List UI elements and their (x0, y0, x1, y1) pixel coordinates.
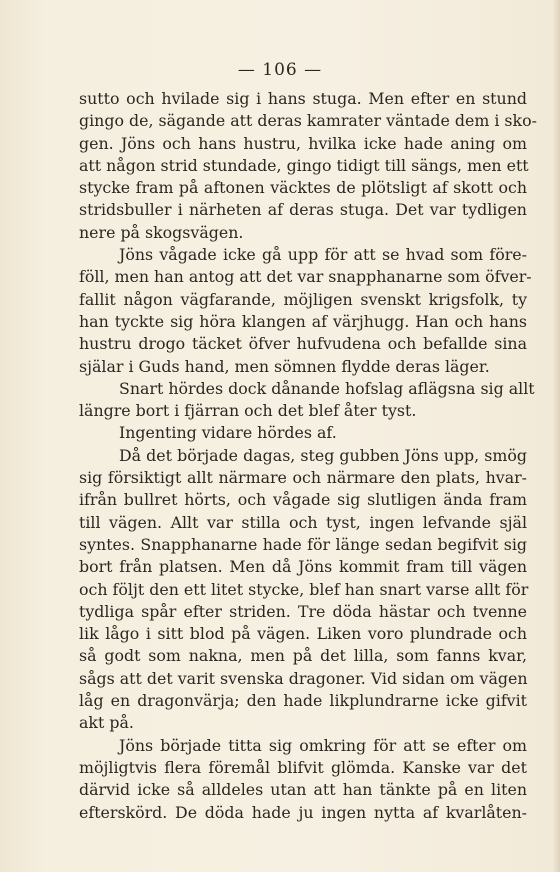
text-line: möjligtvis flera föremål blifvit glömda. Kanske var det (79, 757, 527, 777)
text-line: sutto och hvilade sig i hans stuga. Men efter en stund (79, 89, 527, 108)
text-line: Ingenting vidare hördes af. (119, 423, 337, 443)
text-line: gingo de, sägande att deras kamrater väntade dem i sko- (79, 111, 537, 131)
text-line: nere på skogsvägen. (79, 222, 244, 242)
text-line: Jöns började titta sig omkring för att se efter om (119, 735, 527, 755)
text-line: längre bort i fjärran och det blef åter tyst. (79, 401, 417, 421)
text-line: därvid icke så alldeles utan att han tänkte på en liten (79, 780, 527, 800)
text-line: syntes. Snapphanarne hade för länge sedan begifvit sig (79, 534, 527, 554)
text-line: ifrån bullret hörts, och vågade sig slutligen ända fram (79, 490, 527, 510)
text-line: själar i Guds hand, men sömnen flydde deras läger. (79, 356, 490, 376)
text-line: låg en dragonvärja; den hade likplundrarne icke gifvit (79, 691, 527, 711)
text-line: han tyckte sig höra klangen af värjhugg. Han och hans (79, 311, 527, 331)
text-line: Då det började dagas, steg gubben Jöns upp, smög (119, 445, 527, 465)
text-line: och följt den ett litet stycke, blef han snart varse allt för (79, 579, 529, 599)
text-line: efterskörd. De döda hade ju ingen nytta af kvarlåten- (79, 802, 527, 822)
text-line: lik lågo i sitt blod på vägen. Liken voro plundrade och (79, 624, 527, 644)
body-text (79, 88, 537, 824)
page-edge-shadow (552, 0, 560, 872)
text-line: till vägen. Allt var stilla och tyst, ingen lefvande själ (79, 512, 527, 532)
text-line: akt på. (79, 713, 134, 733)
page-number: — 106 — (237, 60, 323, 80)
text-line: hustru drogo täcket öfver hufvudena och befallde sina (79, 334, 527, 354)
text-line: fallit någon vägfarande, möjligen svenskt krigsfolk, ty (79, 289, 527, 309)
text-line: sig försiktigt allt närmare och närmare den plats, hvar- (79, 468, 527, 488)
text-line: stridsbuller i närheten af deras stuga. Det var tydligen (79, 200, 527, 220)
text-line: stycke fram på aftonen väcktes de plötsligt af skott och (79, 178, 527, 198)
text-line: Snart hördes dock dånande hofslag aflägsna sig allt (119, 378, 535, 398)
text-line: att någon strid stundade, gingo tidigt till sängs, men ett (79, 155, 529, 175)
text-line: gen. Jöns och hans hustru, hvilka icke hade aning om (79, 133, 527, 153)
text-line: föll, men han antog att det var snapphanarne som öfver- (79, 267, 532, 287)
text-line: sågs att det varit svenska dragoner. Vid sidan om vägen (79, 668, 528, 688)
text-line: tydliga spår efter striden. Tre döda hästar och tvenne (79, 601, 527, 621)
text-line: så godt som nakna, men på det lilla, som fanns kvar, (79, 646, 527, 666)
text-line: Jöns vågade icke gå upp för att se hvad som före- (119, 245, 527, 265)
text-line: bort från platsen. Men då Jöns kommit fram till vägen (79, 557, 527, 577)
